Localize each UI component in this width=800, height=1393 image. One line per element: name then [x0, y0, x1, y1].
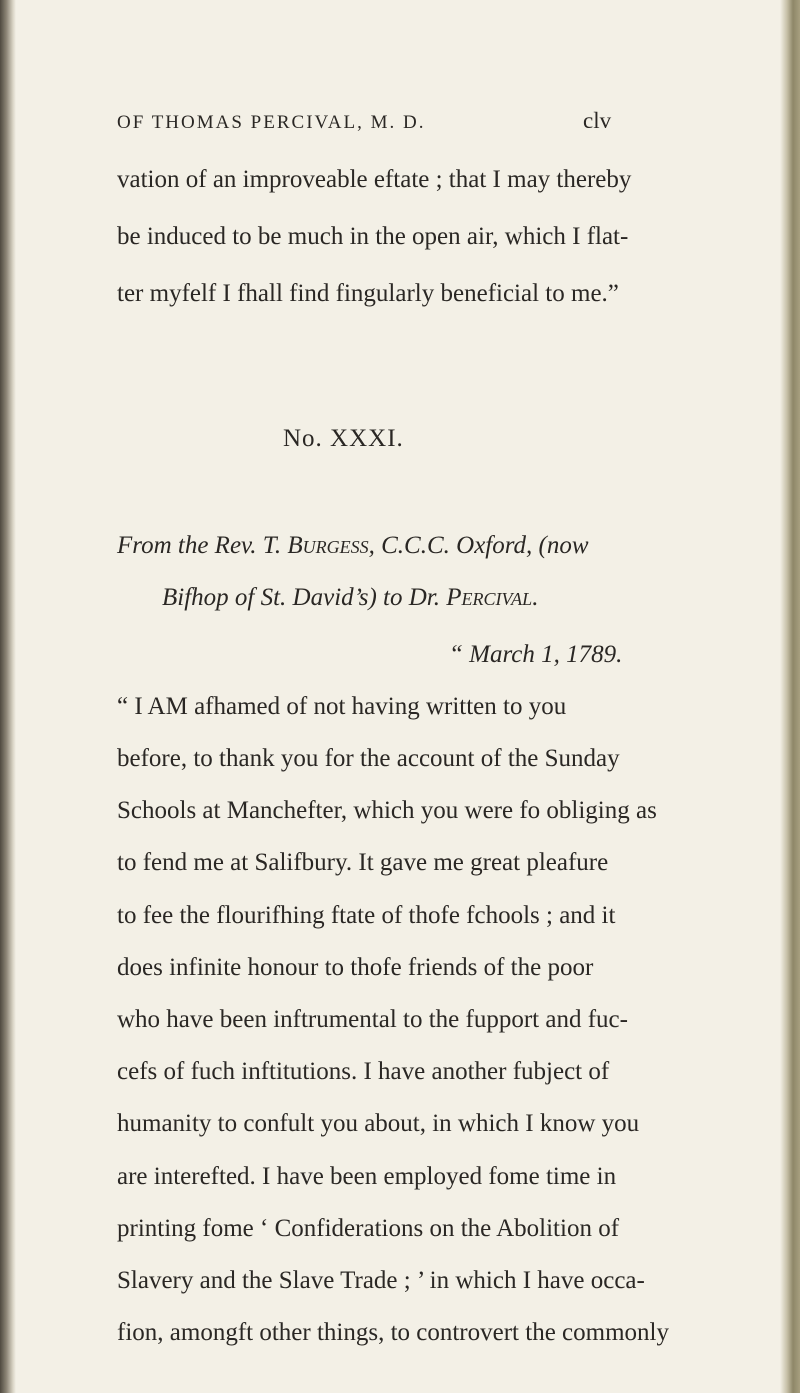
text-line: to fend me at Salifbury. It gave me great pleafure	[117, 849, 609, 876]
text-line: Schools at Manchefter, which you were fo obliging as	[117, 797, 657, 824]
text-line: fion, amongft other things, to controvert the commonly	[117, 1319, 669, 1346]
letter-date: “ March 1, 1789.	[449, 641, 623, 668]
text-line: vation of an improveable eftate ; that I may thereby	[117, 166, 632, 193]
text-line: be induced to be much in the open air, which I flat-	[117, 223, 629, 250]
text-line: does infinite honour to thofe friends of the poor	[117, 954, 594, 981]
heading-initial: T.	[262, 532, 282, 559]
text-line: Slavery and the Slave Trade ; ’ in which I have occa-	[117, 1267, 645, 1294]
text-line: are interefted. I have been employed fome time in	[117, 1163, 617, 1190]
text-line: ter myfelf I fhall find fingularly beneficial to me.”	[117, 280, 619, 307]
page-edge-right	[780, 0, 800, 1393]
text-line: who have been inftrumental to the fupport and fuc-	[117, 1006, 628, 1033]
page-number: clv	[583, 108, 612, 133]
heading-text: Bifhop of St. David’s) to Dr.	[162, 584, 441, 611]
running-head: OF THOMAS PERCIVAL, M. D.	[117, 112, 426, 133]
text-line: humanity to confult you about, in which I know you	[117, 1110, 640, 1137]
heading-from: From the Rev.	[117, 532, 257, 559]
binding-shadow-left	[0, 0, 16, 1393]
text-line: to fee the flourifhing ftate of thofe fchools ; and it	[117, 902, 616, 929]
heading-author-name: Burgess,	[287, 532, 375, 559]
text-line: cefs of fuch inftitutions. I have another fubject of	[117, 1058, 610, 1085]
letter-heading-line2	[162, 583, 538, 613]
text-line: before, to thank you for the account of the Sunday	[117, 745, 620, 772]
heading-recipient-name: Percival.	[446, 584, 539, 611]
letter-number: No. XXXI.	[283, 425, 404, 452]
text-line: “ I AM afhamed of not having written to you	[117, 693, 567, 720]
letter-heading-line1	[117, 531, 589, 561]
text-line: printing fome ‘ Confiderations on the Abolition of	[117, 1215, 620, 1242]
heading-rest: C.C.C. Oxford, (now	[381, 532, 589, 559]
